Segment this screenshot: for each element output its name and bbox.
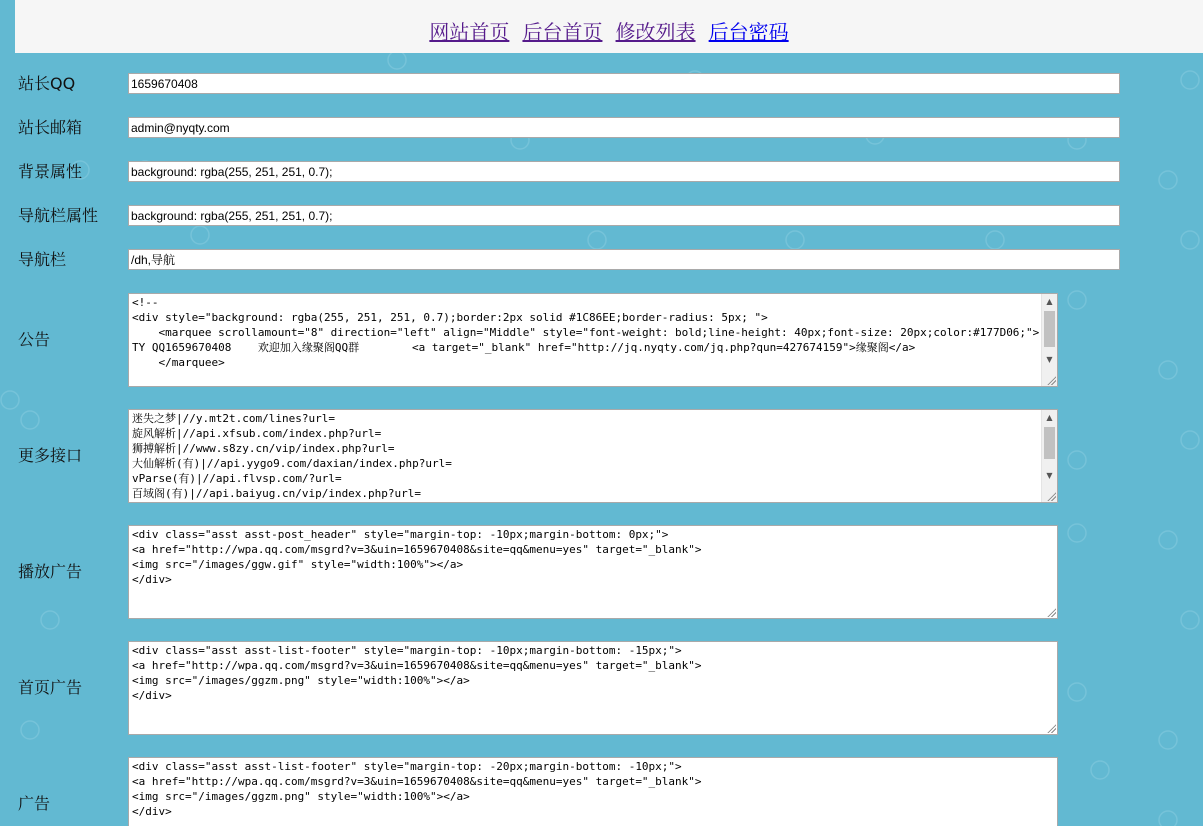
scroll-up-icon[interactable]: ▲ bbox=[1046, 413, 1053, 422]
more-api-text: 迷失之梦|//y.mt2t.com/lines?url= 旋风解析|//api.xfsub.com/index.php?url= 狮搏解析|//www.s8zy.cn/vip/index.php?url= 大仙解析(有)|//api.yygo9.com/daxian/index.php?url= vParse(有)|//api.flvsp.com/?url= 百域阁(有)|//api.baiyug.cn/vip/index.php?url= bbox=[132, 412, 452, 500]
more-api-textarea[interactable] bbox=[128, 409, 1058, 503]
resize-grip-icon[interactable] bbox=[1046, 375, 1056, 385]
nav-link-admin-password[interactable]: 后台密码 bbox=[708, 20, 789, 44]
email-label: 站长邮箱 bbox=[18, 118, 83, 137]
notice-text: <!-- <div style="background: rgba(255, 251, 251, 0.7);border:2px solid #1C86EE;border-radius: 5px; "> <marquee scrollamount="8" direction="left" align="Middle" style="font-weight: bold;line-height: 40px;font-size: 20px;color:#177D06;"> TY QQ1659670408 欢迎加入缘聚阁QQ群 <a target="_blank" href="http://jq.nyqty.com/jq.php?qun=427674159">缘聚阁</a> </marquee> bbox=[132, 296, 1040, 369]
play-ad-textarea[interactable] bbox=[128, 525, 1058, 619]
navbar-label: 导航栏 bbox=[18, 250, 67, 269]
notice-textarea[interactable] bbox=[128, 293, 1058, 387]
ad-textarea[interactable] bbox=[128, 757, 1058, 826]
more-api-scrollbar[interactable] bbox=[1041, 410, 1057, 502]
more-api-label: 更多接口 bbox=[18, 446, 83, 465]
scroll-down-icon[interactable]: ▼ bbox=[1046, 355, 1053, 364]
home-ad-label: 首页广告 bbox=[18, 678, 83, 697]
nav-link-admin-home[interactable]: 后台首页 bbox=[522, 20, 603, 44]
resize-grip-icon[interactable] bbox=[1046, 491, 1056, 501]
home-ad-textarea[interactable] bbox=[128, 641, 1058, 735]
navbar-field[interactable] bbox=[128, 249, 1120, 270]
ad-text: <div class="asst asst-list-footer" style="margin-top: -20px;margin-bottom: -10px;"> <a href="http://wpa.qq.com/msgrd?v=3&uin=1659670408&site=qq&menu=yes" target="_blank"> <img src="/images/ggzm.png" style="width:100%"></a> </div> bbox=[132, 760, 702, 818]
play-ad-label: 播放广告 bbox=[18, 562, 83, 581]
resize-grip-icon[interactable] bbox=[1046, 723, 1056, 733]
navbar-attr-field[interactable] bbox=[128, 205, 1120, 226]
ad-label: 广告 bbox=[18, 794, 51, 813]
play-ad-text: <div class="asst asst-post_header" style="margin-top: -10px;margin-bottom: 0px;"> <a href="http://wpa.qq.com/msgrd?v=3&uin=1659670408&site=qq&menu=yes" target="_blank"> <img src="/images/ggw.gif" style="width:100%"></a> </div> bbox=[132, 528, 702, 586]
background-attr-field[interactable] bbox=[128, 161, 1120, 182]
notice-scrollbar[interactable] bbox=[1041, 294, 1057, 386]
notice-label: 公告 bbox=[18, 330, 51, 349]
home-ad-text: <div class="asst asst-list-footer" style="margin-top: -10px;margin-bottom: -15px;"> <a href="http://wpa.qq.com/msgrd?v=3&uin=1659670408&site=qq&menu=yes" target="_blank"> <img src="/images/ggzm.png" style="width:100%"></a> </div> bbox=[132, 644, 702, 702]
scroll-up-icon[interactable]: ▲ bbox=[1046, 297, 1053, 306]
nav-link-edit-list[interactable]: 修改列表 bbox=[615, 20, 696, 44]
nav-link-site-home[interactable]: 网站首页 bbox=[429, 20, 510, 44]
resize-grip-icon[interactable] bbox=[1046, 607, 1056, 617]
top-navigation bbox=[15, 0, 1203, 53]
navbar-attr-label: 导航栏属性 bbox=[18, 206, 99, 225]
qq-field[interactable] bbox=[128, 73, 1120, 94]
scroll-down-icon[interactable]: ▼ bbox=[1046, 471, 1053, 480]
email-field[interactable] bbox=[128, 117, 1120, 138]
qq-label: 站长QQ bbox=[18, 74, 76, 93]
scroll-thumb[interactable] bbox=[1044, 311, 1055, 347]
scroll-thumb[interactable] bbox=[1044, 427, 1055, 459]
background-attr-label: 背景属性 bbox=[18, 162, 83, 181]
